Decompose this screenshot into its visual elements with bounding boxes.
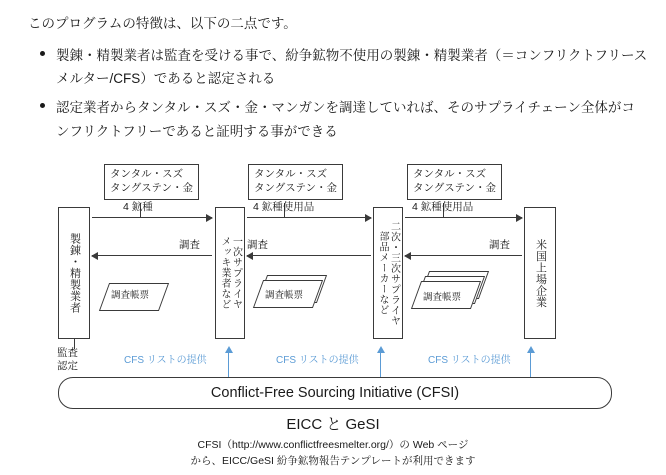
certification-label: [57, 347, 78, 373]
report-label: 調査帳票: [110, 290, 149, 301]
supply-chain-diagram: [0, 155, 666, 475]
material-label-line2: タングステン・金: [110, 181, 193, 194]
entity-tier23-label: 二次・三次サプライヤ 部品メーカーなど: [377, 220, 400, 326]
entity-us-listed-box: [524, 207, 556, 339]
material-label-line1: タンタル・スズ: [413, 168, 487, 180]
material-label-3: [407, 164, 502, 200]
list-item: [38, 44, 648, 90]
flow-label-3: 4 鉱種使用品: [412, 201, 474, 213]
list-item-text: 認定業者からタンタル・スズ・金・マンガンを調達していれば、そのサプライチェーン全体がコンフリクトフリーであると証明する事ができる: [56, 100, 635, 139]
organizations-label: EICC と GeSI: [286, 416, 380, 433]
report-label: 調査帳票: [264, 290, 303, 301]
material-label-line2: タングステン・金: [254, 181, 337, 194]
entity-tier23-box: [373, 207, 403, 339]
report-label: 調査帳票: [422, 292, 461, 303]
flow-label-1: 4 鉱種: [123, 201, 153, 213]
audit-label-1: 調査: [179, 239, 200, 251]
footnote: [0, 438, 666, 470]
report-stack-3: [408, 271, 476, 305]
list-item: [38, 96, 648, 142]
footnote-line-1: CFSI（http://www.conflictfreesmelter.org/）の Web ページ: [197, 439, 469, 451]
list-item-text: 製錬・精製業者は監査を受ける事で、紛争鉱物不使用の製錬・精製業者（＝コンフリクトフリースメルター/CFS）であると認定される: [56, 48, 648, 87]
bullet-list: [38, 44, 648, 149]
entity-smelter-label: 製錬・精製業者: [68, 232, 81, 314]
entity-smelter-box: [58, 207, 90, 339]
material-label-line1: タンタル・スズ: [110, 168, 184, 180]
entity-tier1-label: 一次サプライヤ メッキ業者など: [219, 236, 242, 310]
cfs-list-label-2: CFS リストの提供: [276, 355, 359, 366]
certification-label-line1: 監査: [57, 347, 78, 359]
audit-arrow-3: [405, 255, 522, 256]
report-stack-1: [96, 279, 164, 313]
flow-label-2: 4 鉱種使用品: [253, 201, 315, 213]
audit-arrow-1: [92, 255, 212, 256]
bullet-dot-icon: [40, 51, 45, 56]
initiative-label: Conflict-Free Sourcing Initiative (CFSI): [210, 385, 460, 401]
cfs-list-label-1: CFS リストの提供: [124, 355, 207, 366]
flow-arrow-2: [247, 217, 371, 218]
bullet-dot-icon: [40, 103, 45, 108]
flow-arrow-3: [405, 217, 522, 218]
cfs-list-arrow-2: [380, 353, 381, 377]
entity-tier1-box: [215, 207, 245, 339]
certification-label-line2: 認定: [57, 360, 78, 373]
material-label-line1: タンタル・スズ: [254, 168, 328, 180]
material-label-line2: タングステン・金: [413, 181, 496, 194]
material-label-2: [248, 164, 343, 200]
entity-us-listed-label: 米国上場企業: [534, 238, 547, 308]
cfs-list-label-3: CFS リストの提供: [428, 355, 511, 366]
audit-label-3: 調査: [489, 239, 510, 251]
footnote-line-2: から、EICC/GeSI 紛争鉱物報告テンプレートが利用できます: [190, 454, 476, 467]
audit-arrow-2: [247, 255, 371, 256]
report-stack-2: [250, 275, 318, 309]
material-label-1: [104, 164, 199, 200]
flow-arrow-1: [92, 217, 212, 218]
cfs-list-arrow-3: [530, 353, 531, 377]
cfs-list-arrow-1: [228, 353, 229, 377]
initiative-bar: [58, 377, 612, 409]
intro-paragraph: このプログラムの特徴は、以下の二点です。: [28, 16, 297, 31]
audit-label-2: 調査: [247, 239, 268, 251]
